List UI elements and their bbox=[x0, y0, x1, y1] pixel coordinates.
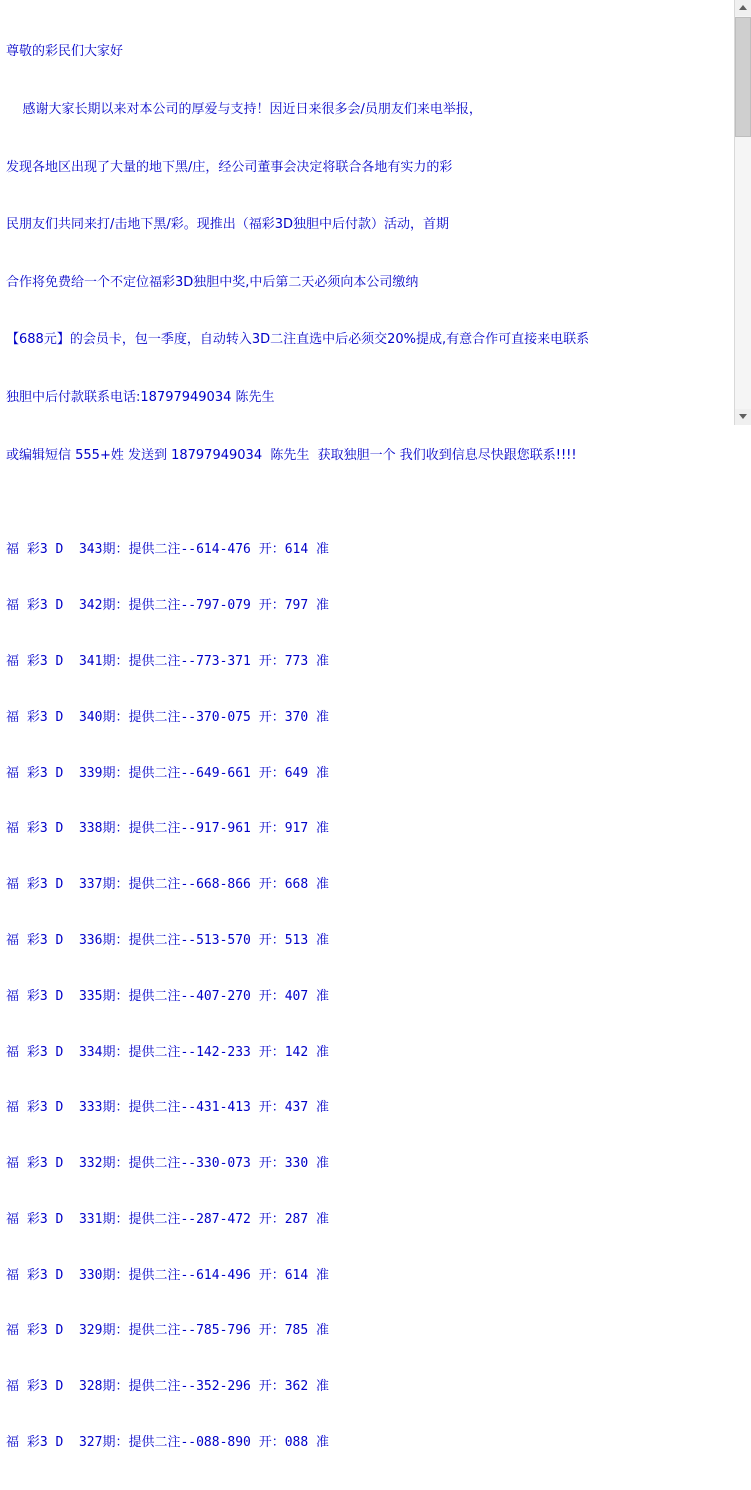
list-item: 福 彩3 D 331期：提供二注--287-472 开：287 准 bbox=[6, 1211, 330, 1227]
intro-line: 民朋友们共同来打/击地下黑/彩。现推出（福彩3D独胆中后付款）活动，首期 bbox=[6, 217, 450, 233]
list-item: 福 彩3 D 338期：提供二注--917-961 开：917 准 bbox=[6, 821, 330, 837]
intro-line: 发现各地区出现了大量的地下黑/庄，经公司董事会决定将联合各地有实力的彩 bbox=[6, 159, 453, 175]
list-item: 福 彩3 D 340期：提供二注--370-075 开：370 准 bbox=[6, 709, 330, 725]
intro-line: 独胆中后付款联系电话:18797949034 陈先生 bbox=[6, 390, 275, 406]
result-list bbox=[6, 504, 728, 1489]
intro-line: 感谢大家长期以来对本公司的厚爱与支持！因近日来很多会/员朋友们来电举报， bbox=[6, 102, 482, 118]
list-item: 福 彩3 D 329期：提供二注--785-796 开：785 准 bbox=[6, 1323, 330, 1339]
list-item: 福 彩3 D 330期：提供二注--614-496 开：614 准 bbox=[6, 1267, 330, 1283]
bottom-edge bbox=[0, 423, 734, 425]
list-item: 福 彩3 D 333期：提供二注--431-413 开：437 准 bbox=[6, 1100, 330, 1116]
triangle-up-icon bbox=[739, 5, 747, 10]
scroll-up-icon[interactable] bbox=[735, 0, 751, 16]
triangle-down-icon bbox=[739, 414, 747, 419]
list-item: 福 彩3 D 334期：提供二注--142-233 开：142 准 bbox=[6, 1044, 330, 1060]
list-item: 福 彩3 D 327期：提供二注--088-890 开：088 准 bbox=[6, 1434, 330, 1450]
list-item: 福 彩3 D 341期：提供二注--773-371 开：773 准 bbox=[6, 654, 330, 670]
scrollbar-thumb[interactable] bbox=[735, 17, 751, 137]
list-item: 福 彩3 D 337期：提供二注--668-866 开：668 准 bbox=[6, 877, 330, 893]
intro-line: 尊敬的彩民们大家好 bbox=[6, 44, 124, 60]
list-item: 福 彩3 D 336期：提供二注--513-570 开：513 准 bbox=[6, 932, 330, 948]
vertical-scrollbar[interactable] bbox=[734, 0, 750, 425]
intro-line: 【688元】的会员卡，包一季度，自动转入3D二注直选中后必须交20%提成,有意合作可直接来电联系 bbox=[6, 332, 590, 348]
scroll-down-icon[interactable] bbox=[735, 409, 751, 425]
list-item: 福 彩3 D 328期：提供二注--352-296 开：362 准 bbox=[6, 1379, 330, 1395]
intro-line: 合作将免费给一个不定位福彩3D独胆中奖,中后第二天必须向本公司缴纳 bbox=[6, 274, 419, 290]
intro-line: 或编辑短信 555+姓 发送到 18797949034 陈先生 获取独胆一个 我们收到信息尽快跟您联系!!!! bbox=[6, 447, 577, 463]
list-item: 福 彩3 D 342期：提供二注--797-079 开：797 准 bbox=[6, 598, 330, 614]
list-item: 福 彩3 D 339期：提供二注--649-661 开：649 准 bbox=[6, 765, 330, 781]
list-item: 福 彩3 D 343期：提供二注--614-476 开：614 准 bbox=[6, 542, 330, 558]
list-item: 福 彩3 D 335期：提供二注--407-270 开：407 准 bbox=[6, 988, 330, 1004]
list-item: 福 彩3 D 332期：提供二注--330-073 开：330 准 bbox=[6, 1156, 330, 1172]
intro-block bbox=[6, 4, 728, 503]
